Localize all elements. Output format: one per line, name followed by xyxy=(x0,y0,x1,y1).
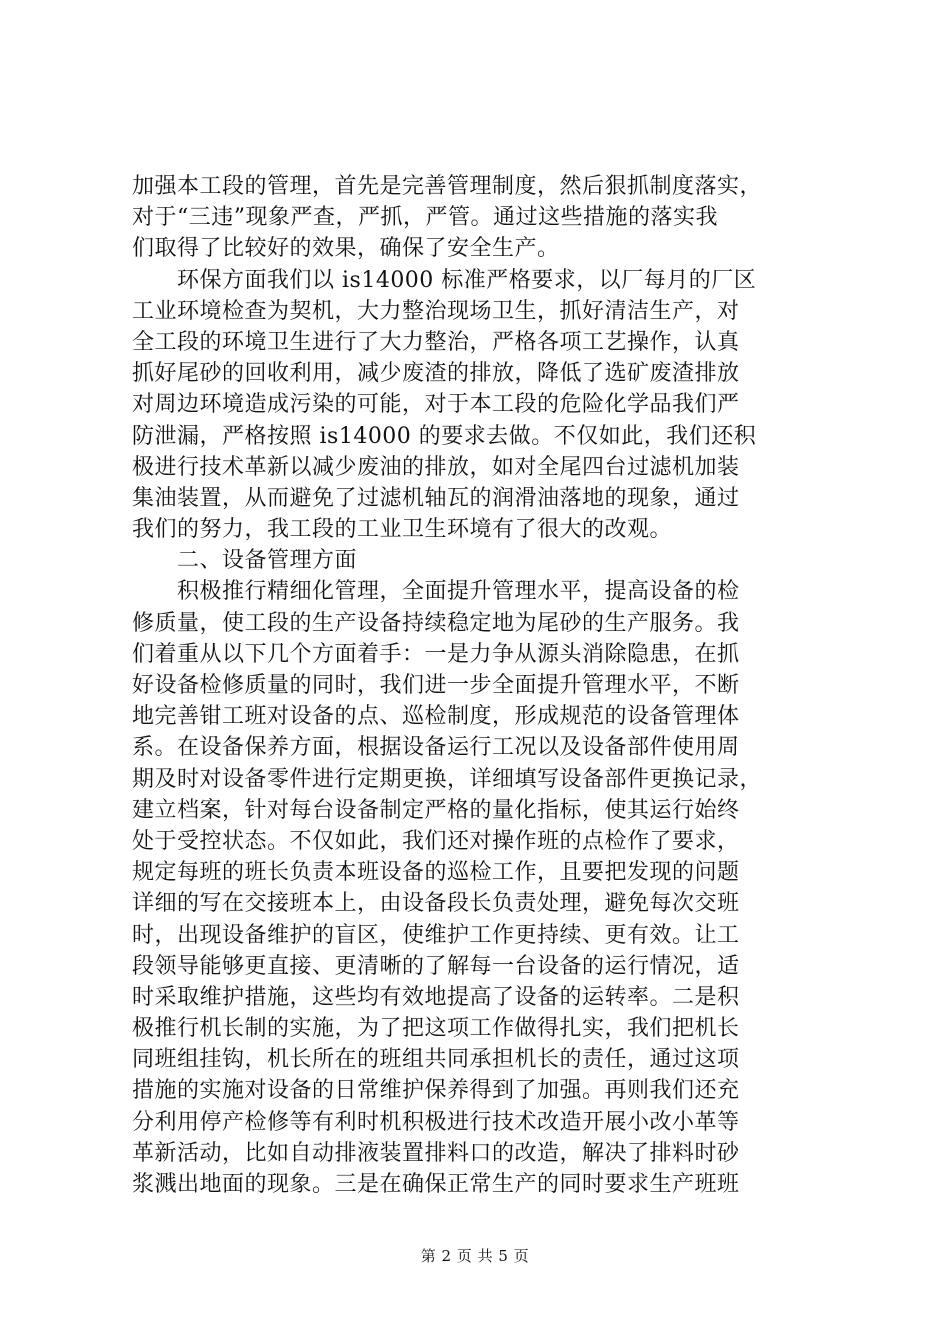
text-line: 我们的努力，我工段的工业卫生环境有了很大的改观。 xyxy=(132,517,673,543)
text-line: 们着重从以下几个方面着手：一是力争从源头消除隐患，在抓 xyxy=(132,641,740,667)
text-line: 期及时对设备零件进行定期更换，详细填写设备部件更换记录， xyxy=(132,766,763,792)
text-line: 地完善钳工班对设备的点、巡检制度，形成规范的设备管理体 xyxy=(132,704,740,730)
text-line: 积极推行精细化管理，全面提升管理水平，提高设备的检 xyxy=(132,579,740,605)
text-line: 对周边环境造成污染的可能，对于本工段的危险化学品我们严 xyxy=(132,392,740,418)
text-line: 极推行机长制的实施，为了把这项工作做得扎实，我们把机长 xyxy=(132,1016,740,1042)
text-line: 环保方面我们以 is14000 标准严格要求，以厂每月的厂区 xyxy=(132,267,757,293)
text-line: 分利用停产检修等有利时机积极进行技术改造开展小改小革等 xyxy=(132,1109,740,1135)
text-line: 同班组挂钩，机长所在的班组共同承担机长的责任，通过这项 xyxy=(132,1047,740,1073)
document-body xyxy=(132,171,832,1200)
text-line: 建立档案，针对每台设备制定严格的量化指标，使其运行始终 xyxy=(132,797,740,823)
text-line: 时，出现设备维护的盲区，使维护工作更持续、更有效。让工 xyxy=(132,922,740,948)
text-line: 全工段的环境卫生进行了大力整治，严格各项工艺操作，认真 xyxy=(132,329,740,355)
text-line: 好设备检修质量的同时，我们进一步全面提升管理水平，不断 xyxy=(132,673,740,698)
text-line: 二、设备管理方面 xyxy=(132,548,358,574)
text-line: 详细的写在交接班本上，由设备段长负责处理，避免每次交班 xyxy=(132,891,740,917)
page-number-footer: 第 2 页 共 5 页 xyxy=(420,1247,530,1265)
text-line: 系。在设备保养方面，根据设备运行工况以及设备部件使用周 xyxy=(132,735,740,761)
text-line: 修质量，使工段的生产设备持续稳定地为尾砂的生产服务。我 xyxy=(132,610,740,636)
text-line: 工业环境检查为契机，大力整治现场卫生，抓好清洁生产，对 xyxy=(132,298,740,324)
text-line: 规定每班的班长负责本班设备的巡检工作，且要把发现的问题 xyxy=(132,860,740,886)
text-line: 防泄漏，严格按照 is14000 的要求去做。不仅如此，我们还积 xyxy=(132,423,757,449)
text-line: 段领导能够更直接、更清晰的了解每一台设备的运行情况，适 xyxy=(132,953,740,979)
text-line: 抓好尾砂的回收利用，减少废渣的排放，降低了选矿废渣排放 xyxy=(132,361,740,387)
text-line: 革新活动，比如自动排液装置排料口的改造，解决了排料时砂 xyxy=(132,1140,740,1166)
text-line: 加强本工段的管理，首先是完善管理制度，然后狠抓制度落实， xyxy=(132,174,763,199)
text-line: 措施的实施对设备的日常维护保养得到了加强。再则我们还充 xyxy=(132,1078,740,1104)
text-line: 极进行技术革新以减少废油的排放，如对全尾四台过滤机加装 xyxy=(132,454,740,480)
text-line: 时采取维护措施，这些均有效地提高了设备的运转率。二是积 xyxy=(132,984,740,1010)
text-line: 们取得了比较好的效果，确保了安全生产。 xyxy=(132,236,560,262)
text-line: 浆溅出地面的现象。三是在确保正常生产的同时要求生产班班 xyxy=(132,1172,740,1197)
text-line: 对于“三违”现象严查，严抓，严管。通过这些措施的落实我 xyxy=(132,205,718,231)
text-line: 处于受控状态。不仅如此，我们还对操作班的点检作了要求， xyxy=(132,828,740,854)
text-line: 集油装置，从而避免了过滤机轴瓦的润滑油落地的现象，通过 xyxy=(132,485,740,511)
